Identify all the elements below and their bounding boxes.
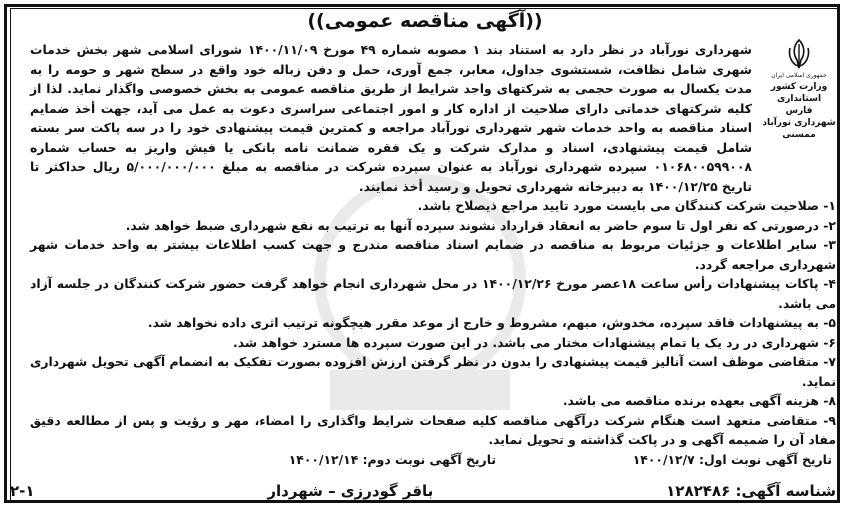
publication-dates [32, 452, 832, 467]
condition-item: ۴- پاکات پیشنهادات رأس ساعت ۱۸عصر مورخ ۱۴۰۰/۱۲/۲۶ در محل شهرداری انجام خواهد گرفت حضور شرکت کنندگان در جلسه آزاد می باشد. [30, 276, 836, 311]
condition-item: ۵- به پیشنهادات فاقد سپرده، مخدوش، مبهم، مشروط و خارج از موعد مقرر هیچگونه ترتیب اثری داده نخواهد شد. [147, 315, 836, 330]
page-title: ((آگهی مناقصه عمومی)) [307, 10, 543, 32]
ad-code: ۲-۱ [10, 482, 35, 500]
emblem-line-municipality: شهرداری نورآباد ممسنی [762, 118, 836, 140]
signatory: باقر گودرزی – شهردار [267, 482, 434, 500]
condition-item: ۲- درصورتی که نفر اول تا سوم حاضر به انعقاد قرارداد نشوند سپرده آنها به ترتیب به نفع شهرداری ضبط خواهد شد. [125, 217, 836, 233]
second-publication-date: تاریخ آگهی نوبت دوم: ۱۴۰۰/۱۲/۱۴ [288, 452, 496, 467]
condition-item: ۸- هزینه آگهی بعهده برنده مناقصه می باشد. [562, 393, 836, 408]
condition-item: ۹- متقاضی متعهد است هنگام شرکت درآگهی مناقصه کلیه صفحات شرایط واگذاری را امضاء، مهر و رؤیت و پس از مطالعه دقیق مفاد آن را ضمیمه آگهی و در پاکت گذاشته و تحویل نماید. [30, 412, 836, 447]
ad-footer [10, 482, 836, 500]
emblem-caption: جمهوری اسلامی ایران [771, 72, 827, 79]
emblem-line-ministry: وزارت کشور [770, 82, 828, 92]
emblem-line-province: استانداری فارس [776, 94, 822, 116]
condition-item: ۶- شهرداری در رد یک یا تمام پیشنهادات مختار می باشد. در این صورت سپرده ها مسترد خواهد شد. [232, 334, 836, 350]
ad-body [30, 40, 836, 450]
intro-paragraph: شهرداری نورآباد در نظر دارد به استناد بند ۱ مصوبه شماره ۴۹ مورخ ۱۴۰۰/۱۱/۰۹ شورای اسلامی شهر بخش خدمات شهری شامل نظافت، شستشوی جداول، معابر، جمع آوری، حمل و دفن زباله خود واقع در سطح شهر و حومه را به مدت یکسال به صورت حجمی به شرکتهای واجد شرایط از طریق مناقصه عمومی به بخش خصوصی واگذار نماید. لذا از کلیه شرکتهای خدماتی دارای صلاحیت از اداره کار و امور اجتماعی سراسری دعوت به عمل می آید، جهت أخذ ضمایم اسناد مناقصه به واحد خدمات شهر شهرداری نورآباد مراجعه و کمترین قیمت پیشنهادی خود را در سه پاکت سر بسته شامل قیمت پیشنهادی، اسناد و مدارک شرکت و یک فقره ضمانت نامه بانکی یا فیش واریز به حساب شماره ۰۱۰۶۸۰۰۵۹۹۰۰۸ سپرده شهرداری نورآباد به عنوان سپرده شرکت در مناقصه به مبلغ ۵/۰۰۰/۰۰۰/۰۰۰ ریال حداکثر تا تاریخ ۱۴۰۰/۱۲/۲۵ به دبیرخانه شهرداری تحویل و رسید أخذ نمایند. [30, 42, 752, 194]
condition-item: ۷- متقاضی موظف است آنالیز قیمت پیشنهادی را بدون در نظر گرفتن ارزش افزوده بصورت تفکیک به انضمام آگهی تحویل شهرداری نماید. [30, 354, 836, 389]
first-publication-date: تاریخ آگهی نوبت اول: ۱۴۰۰/۱۲/۷ [632, 452, 832, 467]
conditions-list [30, 196, 836, 450]
ad-number: شناسه آگهی: ۱۲۸۲۴۸۶ [666, 482, 836, 500]
condition-item: ۳- سایر اطلاعات و جزئیات مربوط به مناقصه در ضمایم اسناد مناقصه مندرج و جهت کسب اطلاعات بیشتر به واحد خدمات شهر شهرداری مراجعه گردد. [30, 237, 836, 272]
condition-item: ۱- صلاحیت شرکت کنندگان می بایست مورد تایید مراجع ذیصلاح باشد. [417, 198, 836, 213]
